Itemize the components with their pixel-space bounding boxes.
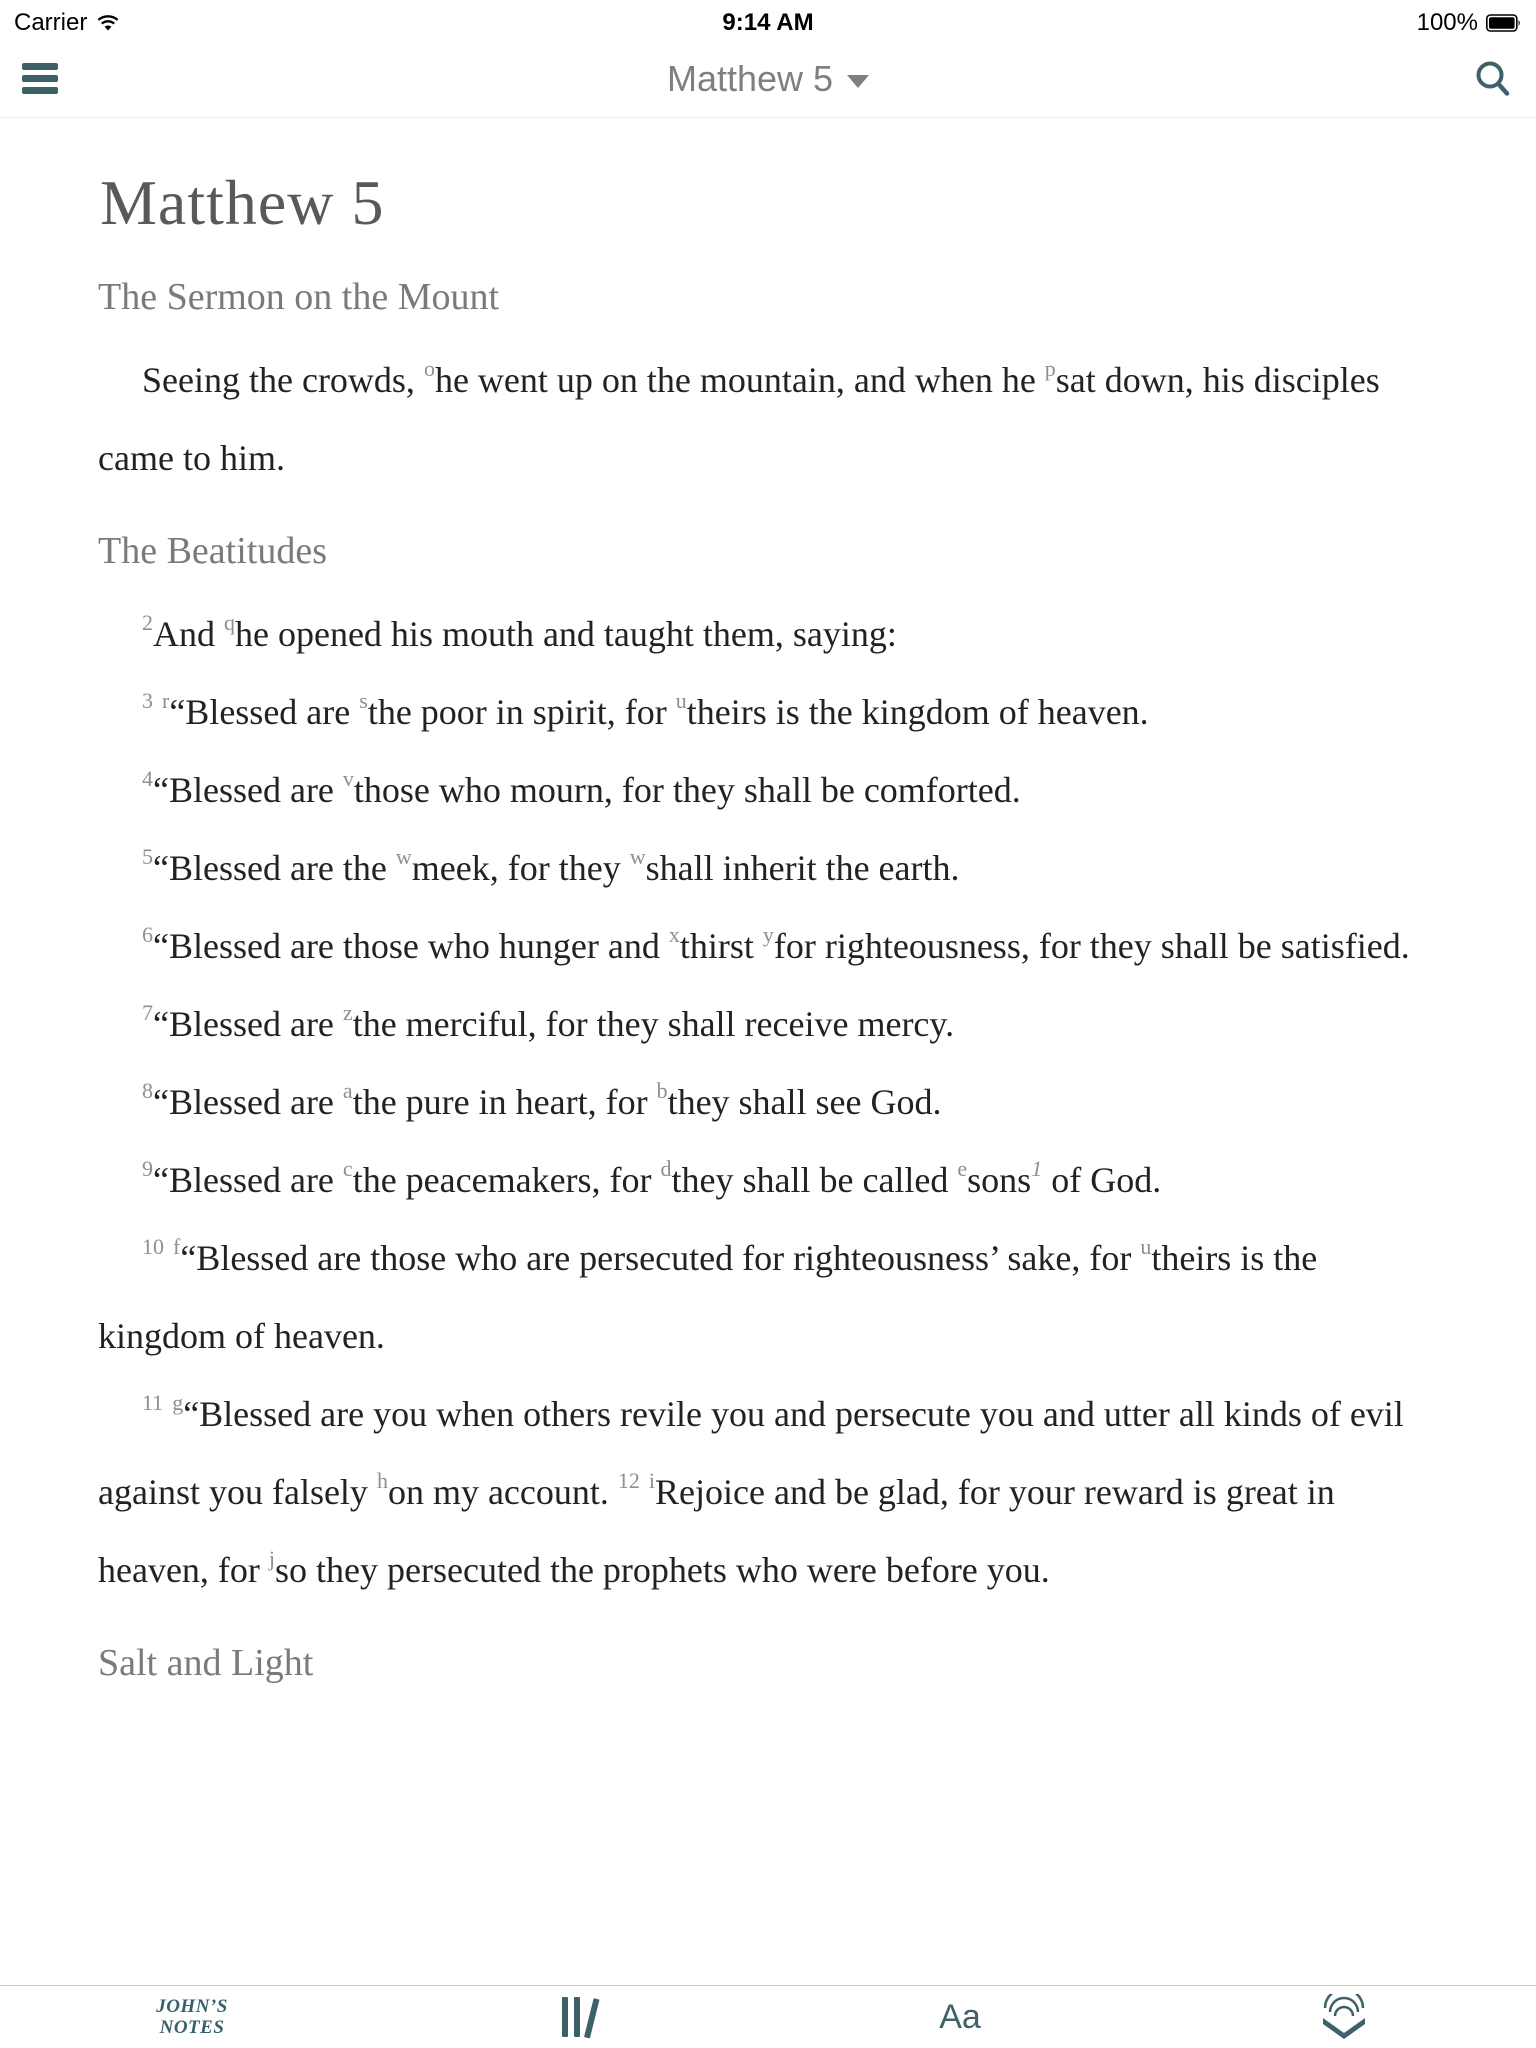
verse-paragraph[interactable]: $^{11}$ $^g$“Blessed are you when others revile you and persecute you and utter all kinds of evil against you falsely $^h$on my account. $^{12}$ $^i$Rejoice and be glad, for your reward is great in heaven, for $^j$so they persecuted the prophets who were before you. — [98, 1390, 1404, 1590]
status-bar — [0, 0, 1536, 40]
cross-ref-marker[interactable]: a — [342, 1078, 353, 1103]
cross-ref-marker[interactable]: f — [173, 1234, 181, 1259]
nav-title[interactable]: Matthew 5 — [666, 57, 834, 99]
verse-paragraph[interactable]: $^2$And $^q$he opened his mouth and taught them, saying: — [142, 610, 897, 654]
footnote-marker[interactable]: 1 — [1031, 1156, 1043, 1181]
cross-ref-marker[interactable]: b — [656, 1078, 668, 1103]
verse-paragraph[interactable]: $^6$“Blessed are those who hunger and $^x$thirst $^y$for righteousness, for they shall be satisfied. — [142, 922, 1410, 966]
cross-ref-marker[interactable]: d — [660, 1156, 672, 1181]
verse-paragraph[interactable]: $^{10}$ $^f$“Blessed are those who are persecuted for righteousness’ sake, for $^u$theirs is the kingdom of heaven. — [98, 1234, 1318, 1356]
verse-number: 8 — [142, 1078, 153, 1103]
verse-paragraph[interactable]: $^4$“Blessed are $^v$those who mourn, for they shall be comforted. — [142, 766, 1021, 810]
verse-number: 2 — [142, 610, 153, 635]
verse-paragraph[interactable]: Seeing the crowds, $^o$he went up on the mountain, and when he $^p$sat down, his disciples came to him. — [98, 356, 1380, 478]
cross-ref-marker[interactable]: w — [629, 844, 646, 869]
font-settings-button[interactable] — [768, 1998, 1152, 2037]
cross-ref-marker[interactable]: u — [1140, 1234, 1152, 1259]
notes-button[interactable] — [0, 1996, 384, 2038]
cross-ref-marker[interactable]: r — [162, 688, 170, 713]
section-heading: The Sermon on the Mount — [98, 276, 500, 318]
audio-icon — [1318, 1994, 1370, 2040]
verse-paragraph[interactable]: $^7$“Blessed are $^z$the merciful, for they shall receive mercy. — [142, 1000, 955, 1044]
cross-ref-marker[interactable]: o — [423, 356, 435, 381]
verse-number: 4 — [142, 766, 153, 791]
cross-ref-marker[interactable]: w — [395, 844, 412, 869]
verse-paragraph[interactable]: $^5$“Blessed are the $^w$meek, for they $^w$shall inherit the earth. — [142, 844, 960, 888]
notes-label-line2: NOTES — [159, 2017, 225, 2038]
verse-paragraph[interactable]: $^8$“Blessed are $^a$the pure in heart, for $^b$they shall see God. — [142, 1078, 942, 1122]
cross-ref-marker[interactable]: h — [376, 1468, 388, 1493]
cross-ref-marker[interactable]: c — [342, 1156, 353, 1181]
verse-number: 11 — [142, 1390, 164, 1415]
cross-ref-marker[interactable]: p — [1044, 356, 1056, 381]
bottom-toolbar — [0, 1985, 1536, 2048]
passage-text — [98, 267, 1438, 1693]
wifi-icon — [95, 13, 121, 33]
battery-percent-label: 100% — [1416, 9, 1478, 36]
scripture-reader[interactable] — [0, 118, 1536, 1985]
library-icon — [562, 1997, 590, 2037]
cross-ref-marker[interactable]: u — [675, 688, 687, 713]
cross-ref-marker[interactable]: q — [224, 610, 235, 635]
section-heading: The Beatitudes — [98, 530, 327, 572]
font-settings-label: Aa — [939, 1997, 981, 2036]
notes-label-line1: JOHN’S — [156, 1996, 228, 2017]
section-heading: Salt and Light — [98, 1642, 314, 1684]
battery-icon — [1486, 14, 1522, 32]
chapter-title: Matthew 5 — [100, 167, 385, 238]
cross-ref-marker[interactable]: j — [268, 1546, 276, 1571]
verse-number: 10 — [142, 1234, 164, 1259]
cross-ref-marker[interactable]: x — [668, 922, 680, 947]
chapter-picker[interactable] — [0, 58, 1536, 100]
verse-paragraph[interactable]: $^9$“Blessed are $^c$the peacemakers, for $^d$they shall be called $^e$sons$^1$ of God. — [142, 1156, 1162, 1200]
cross-ref-marker[interactable]: g — [172, 1390, 184, 1415]
verse-paragraph[interactable]: $^3$ $^r$“Blessed are $^s$the poor in spirit, for $^u$theirs is the kingdom of heaven. — [142, 688, 1149, 732]
cross-ref-marker[interactable]: z — [342, 1000, 353, 1025]
status-time: 9:14 AM — [722, 9, 814, 36]
verse-number: 6 — [142, 922, 153, 947]
chevron-down-icon — [847, 75, 869, 88]
cross-ref-marker[interactable]: y — [762, 922, 774, 947]
verse-number: 9 — [142, 1156, 153, 1181]
cross-ref-marker[interactable]: v — [342, 766, 354, 791]
nav-bar — [0, 40, 1536, 118]
verse-number: 7 — [142, 1000, 153, 1025]
verse-number: 5 — [142, 844, 153, 869]
verse-number: 12 — [617, 1468, 640, 1493]
verse-number: 3 — [142, 688, 153, 713]
cross-ref-marker[interactable]: e — [957, 1156, 968, 1181]
audio-button[interactable] — [1152, 1994, 1536, 2040]
carrier-label: Carrier — [14, 9, 88, 36]
cross-ref-marker[interactable]: i — [648, 1468, 656, 1493]
library-button[interactable] — [384, 1997, 768, 2037]
cross-ref-marker[interactable]: s — [359, 688, 368, 713]
